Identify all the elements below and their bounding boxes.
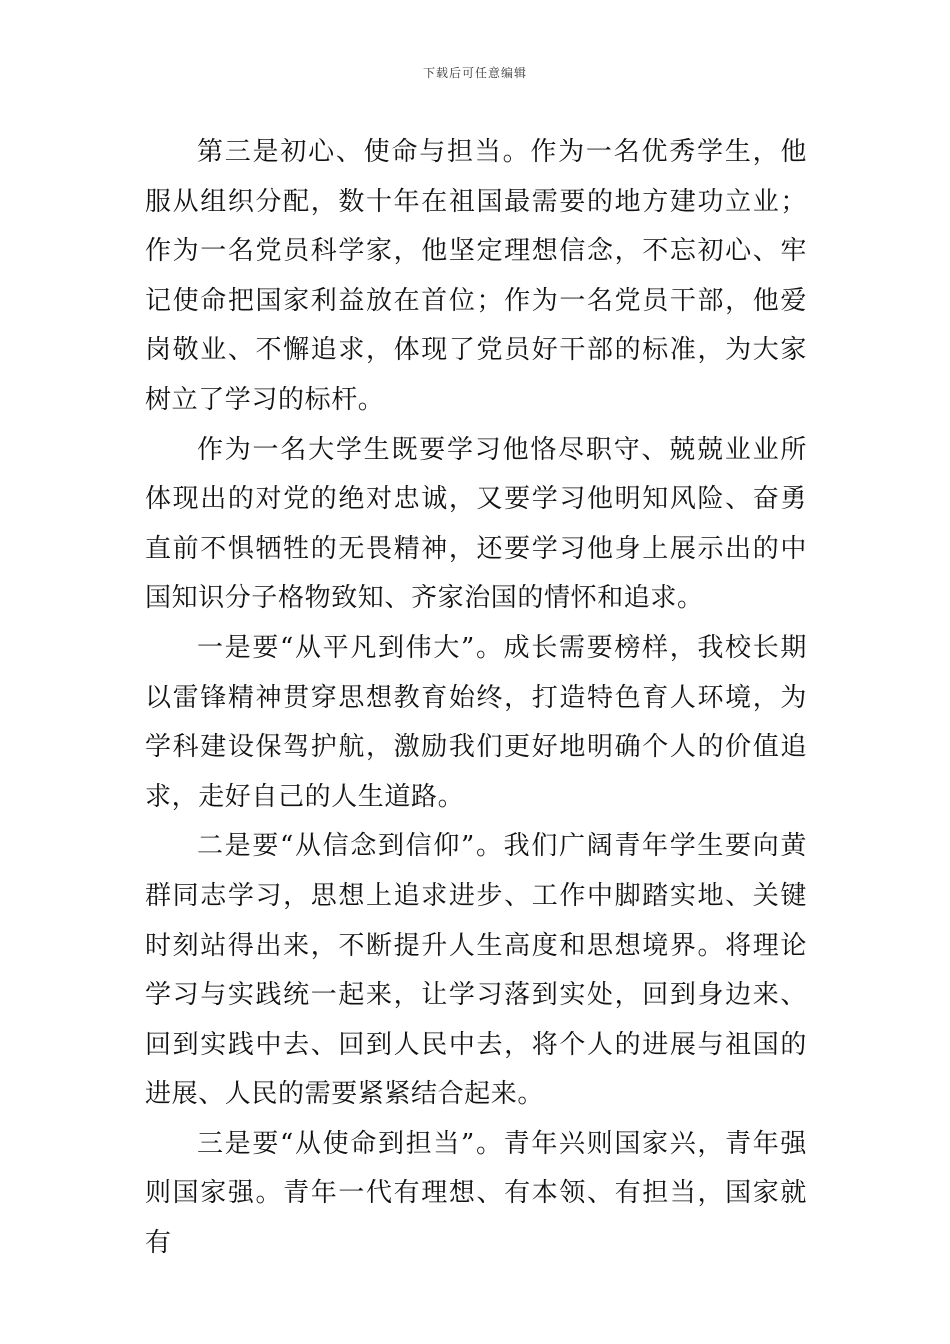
paragraph-student-learning: 作为一名大学生既要学习他恪尽职守、兢兢业业所体现出的对党的绝对忠诚，又要学习他明知风险、奋勇直前不惧牺牲的无畏精神，还要学习他身上展示出的中国知识分子格物致知、齐家治国的情怀和追求。 [145, 434, 807, 614]
paragraph-ordinary-to-great: 一是要“从平凡到伟大”。成长需要榜样，我校长期以雷锋精神贯穿思想教育始终，打造特色育人环境，为学科建设保驾护航，激励我们更好地明确个人的价值追求，走好自己的人生道路。 [145, 632, 807, 812]
paragraph-belief-to-faith: 二是要“从信念到信仰”。我们广阔青年学生要向黄群同志学习，思想上追求进步、工作中脚踏实地、关键时刻站得出来，不断提升人生高度和思想境界。将理论学习与实践统一起来，让学习落到实处，回到身边来、回到实践中去、回到人民中去，将个人的进展与祖国的进展、人民的需要紧紧结合起来。 [145, 831, 807, 1110]
paragraph-mission-to-responsibility: 三是要“从使命到担当”。青年兴则国家兴，青年强则国家强。青年一代有理想、有本领、有担当，国家就有 [145, 1128, 807, 1259]
page-header: 下载后可任意编辑 [422, 66, 527, 80]
document-body [145, 128, 807, 1269]
paragraph-first-mission: 第三是初心、使命与担当。作为一名优秀学生，他服从组织分配，数十年在祖国最需要的地方建功立业；作为一名党员科学家，他坚定理想信念，不忘初心、牢记使命把国家利益放在首位；作为一名党员干部，他爱岗敬业、不懈追求，体现了党员好干部的标准，为大家树立了学习的标杆。 [145, 137, 807, 415]
